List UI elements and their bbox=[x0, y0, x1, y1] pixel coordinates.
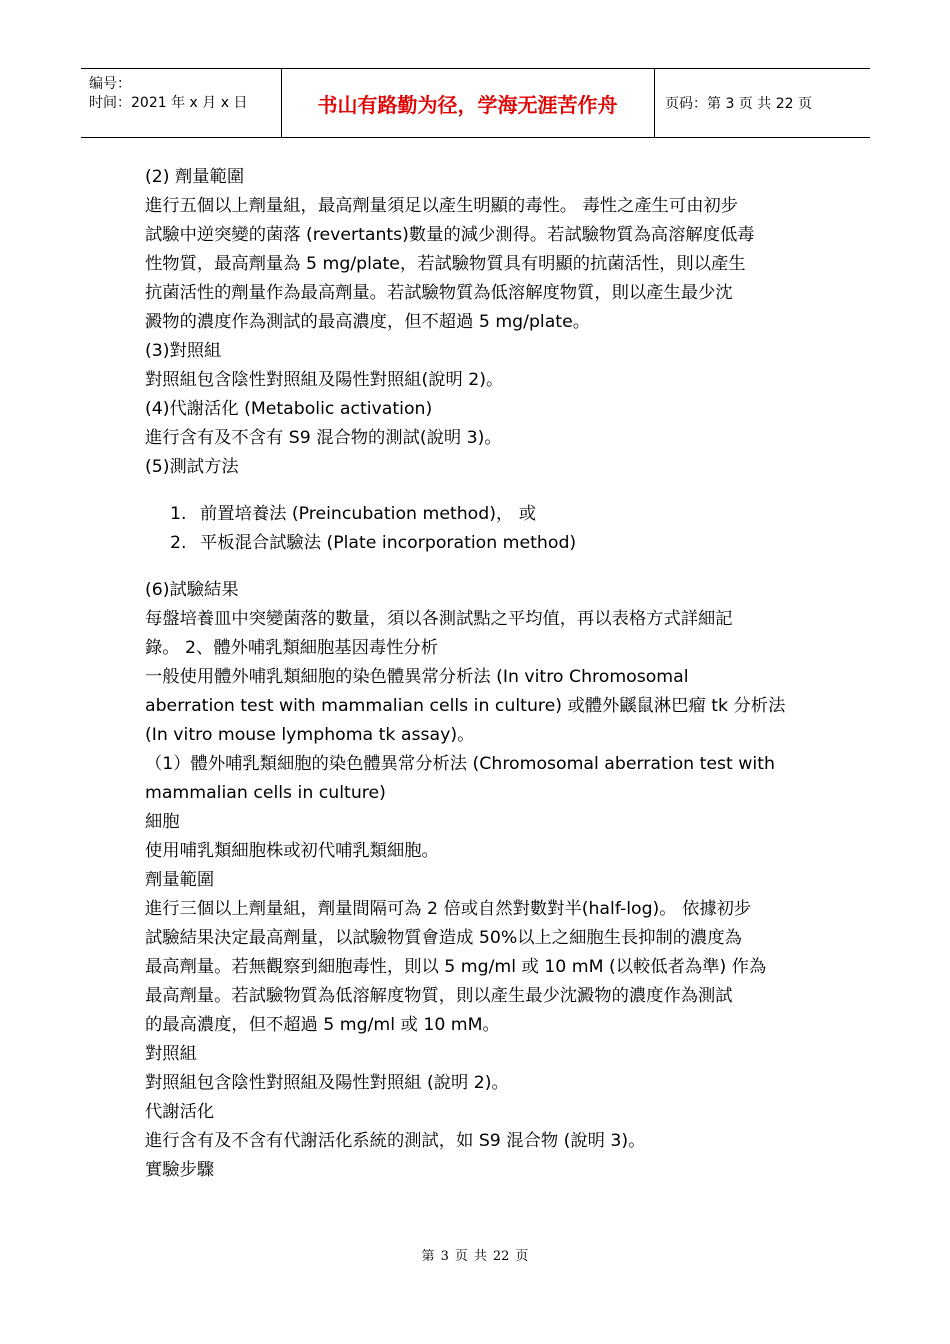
paragraph-line: 最高劑量。若無觀察到細胞毒性，則以 5 mg/ml 或 10 mM (以較低者為準) 作為 bbox=[145, 957, 767, 977]
paragraph-line: 錄。 2、體外哺乳類細胞基因毒性分析 bbox=[145, 638, 438, 658]
paragraph-line: 的最高濃度，但不超過 5 mg/ml 或 10 mM。 bbox=[145, 1015, 500, 1035]
paragraph-line: 最高劑量。若試驗物質為低溶解度物質，則以產生最少沈澱物的濃度作為測試 bbox=[145, 986, 733, 1006]
paragraph-line: mammalian cells in culture) bbox=[145, 783, 386, 803]
paragraph-line: 性物質，最高劑量為 5 mg/plate，若試驗物質具有明顯的抗菌活性，則以產生 bbox=[145, 254, 746, 274]
paragraph-line: 使用哺乳類細胞株或初代哺乳類細胞。 bbox=[145, 841, 439, 861]
list-item bbox=[145, 500, 805, 529]
section-heading: (2) 劑量範圍 bbox=[145, 167, 245, 187]
section-heading: 劑量範圍 bbox=[145, 870, 215, 890]
footer-page-number: 3 bbox=[440, 1249, 449, 1264]
paragraph-line: (In vitro mouse lymphoma tk assay)。 bbox=[145, 725, 475, 745]
footer-ye: 页 bbox=[454, 1249, 468, 1264]
paragraph-line: 進行含有及不含有代謝活化系統的測試，如 S9 混合物 (說明 3)。 bbox=[145, 1131, 646, 1151]
list-number: 1. bbox=[170, 504, 187, 524]
document-body bbox=[145, 163, 805, 1185]
paragraph-line: 澱物的濃度作為測試的最高濃度，但不超過 5 mg/plate。 bbox=[145, 312, 591, 332]
paragraph-line: 每盤培養皿中突變菌落的數量，須以各測試點之平均值，再以表格方式詳細記 bbox=[145, 609, 733, 629]
section-heading: 對照組 bbox=[145, 1044, 197, 1064]
section-heading: (6)試驗結果 bbox=[145, 580, 239, 600]
section-heading: (5)測試方法 bbox=[145, 457, 239, 477]
footer-total-pages: 22 bbox=[492, 1249, 510, 1264]
footer-di: 第 bbox=[421, 1249, 435, 1264]
paragraph-line: 試驗中逆突變的菌落 (revertants)數量的減少測得。若試驗物質為高溶解度低毒 bbox=[145, 225, 755, 245]
paragraph-line: 進行含有及不含有 S9 混合物的測試(說明 3)。 bbox=[145, 428, 502, 448]
paragraph-line: 對照組包含陰性對照組及陽性對照組(說明 2)。 bbox=[145, 370, 504, 390]
paragraph-line: 進行三個以上劑量組，劑量間隔可為 2 倍或自然對數對半(half-log)。 依據初步 bbox=[145, 899, 752, 919]
number-label: 编号： bbox=[89, 76, 131, 92]
page-footer bbox=[0, 1245, 950, 1264]
list-number: 2. bbox=[170, 533, 187, 553]
paragraph-line: 試驗結果決定最高劑量，以試驗物質會造成 50%以上之細胞生長抑制的濃度為 bbox=[145, 928, 742, 948]
header-meta bbox=[81, 69, 282, 137]
list-text: 平板混合試驗法 (Plate incorporation method) bbox=[200, 533, 577, 553]
footer-gong: 共 bbox=[473, 1249, 487, 1264]
paragraph-line: 一般使用體外哺乳類細胞的染色體異常分析法 (In vitro Chromosomal bbox=[145, 667, 689, 687]
section-heading: (3)對照組 bbox=[145, 341, 222, 361]
section-heading: 細胞 bbox=[145, 812, 180, 832]
paragraph-line: 抗菌活性的劑量作為最高劑量。若試驗物質為低溶解度物質，則以產生最少沈 bbox=[145, 283, 733, 303]
section-heading: 代謝活化 bbox=[145, 1102, 215, 1122]
header-page-info: 页码：第 3 页 共 22 页 bbox=[665, 96, 812, 112]
header-motto: 书山有路勤为径，学海无涯苦作舟 bbox=[281, 69, 655, 137]
paragraph-line: （1）體外哺乳類細胞的染色體異常分析法 (Chromosomal aberration test with bbox=[145, 754, 775, 774]
footer-ye: 页 bbox=[515, 1249, 529, 1264]
page-header bbox=[81, 68, 870, 138]
paragraph-line: 對照組包含陰性對照組及陽性對照組 (說明 2)。 bbox=[145, 1073, 509, 1093]
paragraph-line: 進行五個以上劑量組，最高劑量須足以產生明顯的毒性。 毒性之產生可由初步 bbox=[145, 196, 739, 216]
section-heading: (4)代謝活化 (Metabolic activation) bbox=[145, 399, 433, 419]
paragraph-line: aberration test with mammalian cells in culture) 或體外鼷鼠淋巴瘤 tk 分析法 bbox=[145, 696, 786, 716]
time-label: 时间：2021 年 x 月 x 日 bbox=[89, 95, 248, 111]
list-item bbox=[145, 529, 805, 558]
list-text: 前置培養法 (Preincubation method)， 或 bbox=[200, 504, 537, 524]
section-heading: 實驗步驟 bbox=[145, 1160, 215, 1180]
